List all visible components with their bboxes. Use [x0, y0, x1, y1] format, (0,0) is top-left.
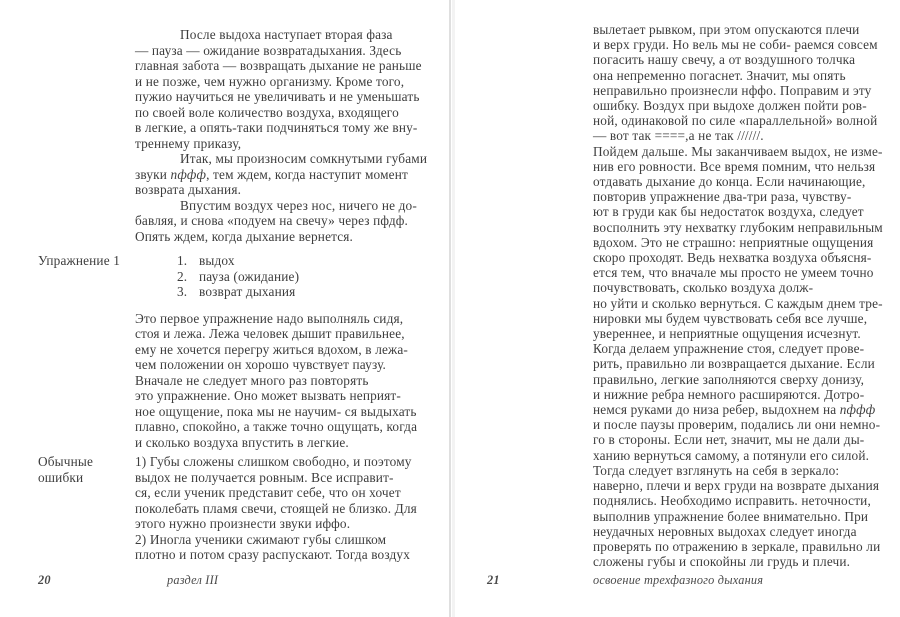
text-line: главная забота — возвращать дыхание не раньше — [135, 58, 422, 73]
list-item-number: 2. — [177, 268, 188, 284]
running-title-left: раздел III — [167, 573, 219, 587]
text-line: почувствовать, сколько воздуха долж- — [593, 280, 814, 296]
paragraph — [135, 151, 447, 198]
text-line: вдохом. Это не страшно: неприятные ощущения — [593, 234, 874, 250]
text-line: стоя и лежа. Лежа человек дышит правильнее, — [135, 326, 405, 341]
list-item — [177, 284, 447, 300]
text-line: — вот так ====,а не так //////. — [593, 128, 764, 144]
text-line: Это первое упражнение надо выполняль сидя, — [135, 310, 404, 326]
text-line: бавляя, и снова «подуем на свечу» через пфдф. — [135, 213, 409, 228]
text-line: рить, правильно ли возвращается дыхание. Если — [593, 356, 875, 372]
page-number-left: 20 — [38, 573, 51, 587]
list-item-text: возврат дыхания — [199, 284, 296, 299]
paragraph — [135, 198, 447, 245]
page-number-right: 21 — [487, 573, 500, 587]
text-line: этого нужно произнести звуки иффо. — [135, 516, 351, 531]
text-line: правильно, легкие заполняются сверху донизу, — [593, 371, 865, 387]
text-line: — пауза — ожидание возвратадыхания. Здесь — [135, 42, 402, 58]
text-line: проверять по отражению в зеркале, правильно ли — [593, 538, 881, 554]
text-line: ется тем, что вначале мы просто не умеем точно — [593, 265, 874, 281]
text-line: Итак, мы произносим сомкнутыми губами — [180, 151, 428, 166]
margin-label-line: ошибки — [38, 469, 84, 485]
list-item-text: пауза (ожидание) — [199, 268, 300, 284]
margin-label-common-errors — [38, 454, 93, 485]
page-gutter-divider — [449, 0, 451, 617]
paragraph — [135, 454, 447, 563]
text-line: ся, если ученик представит себе, что он хочет — [135, 485, 401, 500]
text-line: вылетает рывком, при этом опускаются плечи — [593, 22, 860, 37]
text-line: ханию вернуться самому, а потянули его силой. — [593, 447, 870, 463]
text-line: поднялись. Необходимо исправить. неточности, — [593, 493, 871, 509]
running-title-right: освоение трехфазного дыхания — [593, 573, 764, 587]
text-line: и нижние ребра немного расширяются. Дотро- — [593, 386, 865, 402]
text-line: пужио научиться не увеличивать и не уменьшать — [135, 89, 420, 104]
text-line: Опять ждем, когда дыхание вернется. — [135, 228, 354, 244]
margin-label-exercise — [38, 253, 120, 269]
text-line: выполнив упражнение более внимательно. При — [593, 508, 869, 524]
text-line: повторив упражнение два-три раза, чувству- — [593, 189, 852, 205]
text-line: ное ощущение, пока мы не научим- ся выдыхать — [135, 403, 417, 419]
text-line: Вначале не следует много раз повторять — [135, 372, 369, 388]
text-line: ной, одинаковой по силе «параллельной» волной — [593, 113, 878, 129]
text-line: ошибку. Воздух при выдохе должен пойти ров- — [593, 98, 867, 114]
text-line: это упражнение. Оно может вызвать неприят- — [135, 388, 401, 403]
text-line: скоро проходят. Ведь нехватка воздуха объясня- — [593, 250, 872, 266]
text-line: и не позже, чем нужно организму. Кроме того, — [135, 73, 405, 89]
text-line: но уйти и сколько вернуться. С каждым днем тре- — [593, 295, 883, 311]
text-line: неправильно произнесли нффо. Поправим и эту — [593, 82, 872, 98]
text-line: нировки мы будем чувствовать себя все лучше, — [593, 310, 868, 326]
text-line: плотно и потом сразу распускают. Тогда воздух — [135, 547, 411, 562]
text-line: наверно, плечи и верх груди на возврате дыхания — [593, 478, 880, 494]
text-line: погасить нашу свечу, а от воздушного толчка — [593, 52, 856, 68]
text-line: выдох не получается ровным. Все исправит- — [135, 469, 394, 485]
right-page-body — [593, 22, 893, 569]
text-line: и верх груди. Но вель мы не соби- раемся совсем — [593, 37, 878, 53]
text-line: восполнить эту нехватку глубоким неправильным — [593, 219, 883, 235]
list-item-text: выдох — [199, 253, 235, 268]
text-line: Впустим воздух через нос, ничего не до- — [180, 197, 417, 213]
text-line: увереннее, и неприятные ощущения исчезнут. — [593, 326, 861, 342]
text-line: 1) Губы сложены слишком свободно, и поэтому — [135, 454, 412, 469]
paragraph — [135, 27, 447, 151]
text-line: нив его ровности. Все время помним, что нельзя — [593, 158, 876, 174]
text-line: треннему приказу, — [135, 135, 242, 151]
text-line: поколебать пламя свечи, стоящей не близко. Для — [135, 500, 417, 516]
paragraph-gap — [135, 244, 447, 253]
text-line: плавно, спокойно, а также точно ощущать, когда — [135, 419, 418, 434]
numbered-list — [177, 253, 447, 300]
text-line: Пойдем дальше. Мы заканчиваем выдох, не изме- — [593, 143, 883, 159]
paragraph-gap — [135, 300, 447, 311]
list-item-number: 3. — [177, 284, 188, 299]
list-item — [177, 269, 447, 285]
text-line: возврата дыхания. — [135, 182, 242, 197]
paragraph — [593, 22, 893, 569]
text-line: неудачных неровных выдохах следует иногда — [593, 523, 857, 539]
text-line: Тогда следует взглянуть на себя в зеркало: — [593, 462, 840, 478]
paragraph — [135, 311, 447, 451]
list-item — [177, 253, 447, 269]
text-line: ют в груди как бы недостаток воздуха, следует — [593, 204, 864, 220]
text-line: в легкие, а опять-таки подчиняться тому же вну- — [135, 120, 418, 135]
page-gutter-shade — [452, 0, 455, 617]
text-line: и сколько воздуха впустить в легкие. — [135, 434, 349, 450]
text-line: чем положении он хорошо чувствует паузу. — [135, 357, 387, 372]
left-page-body — [135, 27, 447, 563]
text-line: ему не хочется перегру житься вдохом, в лежа- — [135, 341, 409, 357]
margin-label-line: Обычные — [38, 454, 93, 469]
text-line: го в стороны. Если нет, значит, мы не дали ды- — [593, 432, 865, 448]
text-line: 2) Иногла ученики сжимают губы слишком — [135, 531, 387, 547]
text-line: по своей воле количество воздуха, входящего — [135, 104, 399, 120]
margin-label-line: Упражнение 1 — [38, 253, 121, 268]
text-line: Когда делаем упражнение стоя, следует прове- — [593, 341, 865, 357]
text-line: сложены губы и спокойны ли грудь и плечи. — [593, 554, 851, 570]
list-item-number: 1. — [177, 253, 188, 268]
text-line: отдавать дыхание до конца. Если начинающие, — [593, 174, 866, 190]
text-line: и после паузы проверим, подались ли они немно- — [593, 417, 881, 433]
text-line: После выдоха наступает вторая фаза — [180, 27, 393, 42]
text-line: она непременно погаснет. Значит, мы опять — [593, 67, 846, 83]
text-line: немся руками до низа ребер, выдохнем на пффф — [593, 402, 876, 418]
text-line: звуки пффф, тем ждем, когда наступит момент — [135, 166, 408, 182]
